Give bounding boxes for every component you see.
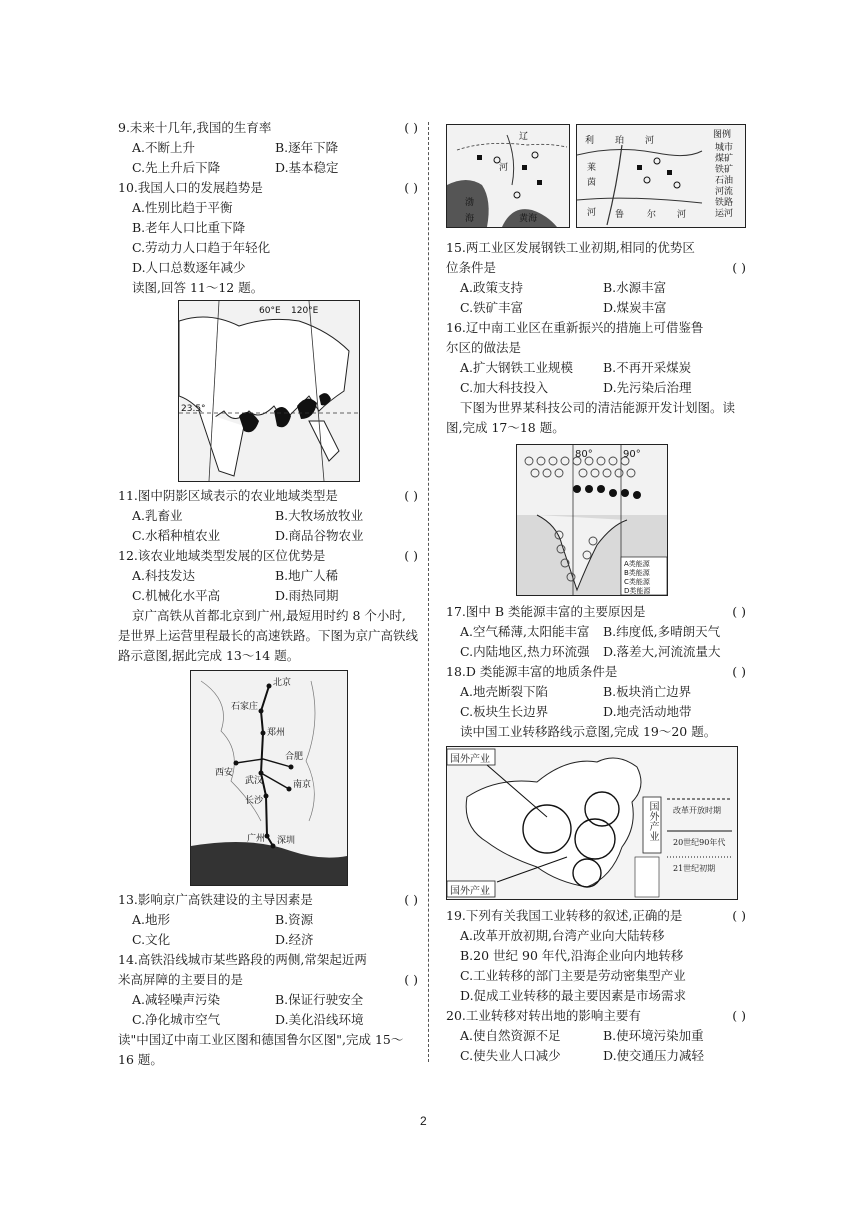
option-d: D.先污染后治理 <box>603 380 692 395</box>
question-16 <box>446 318 746 398</box>
option-a: A.性别比趋于平衡 <box>132 200 233 215</box>
city-label: 郑州 <box>267 728 286 738</box>
map-label: 河 <box>645 136 655 146</box>
answer-bracket: ( ) <box>732 260 746 275</box>
question-stem: 14.高铁沿线城市某些路段的两侧,常架起近两米高屏障的主要目的是 <box>118 952 367 987</box>
map-lon-label: 60°E <box>259 306 281 316</box>
ruhr-map <box>576 124 746 228</box>
answer-bracket: ( ) <box>404 972 418 987</box>
map-label: 尔 <box>647 210 657 220</box>
question-stem: 18.D 类能源丰富的地质条件是 <box>446 664 618 679</box>
legend-item: A类能源 <box>624 560 650 568</box>
question-stem: 20.工业转移对转出地的影响主要有 <box>446 1008 641 1023</box>
intro-19-20: 读中国工业转移路线示意图,完成 19～20 题。 <box>460 724 717 739</box>
legend-item: 煤矿 <box>715 154 734 164</box>
option-d: D.促成工业转移的最主要因素是市场需求 <box>460 988 687 1003</box>
option-c: C.机械化水平高 <box>132 588 221 603</box>
legend-title: 图例 <box>713 130 732 140</box>
question-stem: 15.两工业区发展钢铁工业初期,相同的优势区位条件是 <box>446 240 695 275</box>
option-c: C.先上升后下降 <box>132 160 221 175</box>
page-number: 2 <box>420 1114 427 1128</box>
lon-label: 90° <box>623 449 641 460</box>
map-label: 珀 <box>615 136 625 146</box>
option-a: A.空气稀薄,太阳能丰富 <box>460 624 590 639</box>
option-b: B.使环境污染加重 <box>603 1028 704 1043</box>
legend-item: 石油 <box>715 176 734 186</box>
legend-item: 改革开放时期 <box>673 806 721 815</box>
industry-transfer-map <box>446 746 738 900</box>
city-label: 西安 <box>215 768 234 778</box>
option-b: B.逐年下降 <box>275 140 339 155</box>
question-stem: 11.图中阴影区域表示的农业地域类型是 <box>118 488 338 503</box>
left-column <box>118 118 418 1070</box>
intro-13-14: 京广高铁从首都北京到广州,最短用时约 8 个小时,是世界上运营里程最长的高速铁路。下图为京广高铁线路示意图,据此完成 13～14 题。 <box>118 608 419 663</box>
option-b: B.不再开采煤炭 <box>603 360 692 375</box>
answer-bracket: ( ) <box>404 892 418 907</box>
railway-map <box>190 670 348 886</box>
option-c: C.净化城市空气 <box>132 1012 221 1027</box>
option-d: D.地壳活动地带 <box>603 704 692 719</box>
option-d: D.美化沿线环境 <box>275 1012 364 1027</box>
option-b: B.老年人口比重下降 <box>132 220 246 235</box>
option-a: A.减轻噪声污染 <box>132 992 221 1007</box>
map-label: 河 <box>677 210 687 220</box>
map-label: 莱 <box>587 163 597 173</box>
city-label: 合肥 <box>285 752 304 762</box>
option-a: A.使自然资源不足 <box>460 1028 561 1043</box>
option-d: D.商品谷物农业 <box>275 528 364 543</box>
right-column <box>446 124 746 1066</box>
question-13 <box>118 890 418 950</box>
answer-bracket: ( ) <box>404 120 418 135</box>
option-b: B.20 世纪 90 年代,沿海企业向内地转移 <box>460 948 684 963</box>
option-d: D.雨热同期 <box>275 588 339 603</box>
option-c: C.劳动力人口趋于年轻化 <box>132 240 271 255</box>
map-label: 茵 <box>587 178 597 188</box>
option-a: A.科技发达 <box>132 568 196 583</box>
asia-map <box>178 300 360 482</box>
intro-15-16: 读"中国辽中南工业区图和德国鲁尔区图",完成 15～16 题。 <box>118 1032 404 1067</box>
option-c: C.铁矿丰富 <box>460 300 524 315</box>
option-a: A.扩大钢铁工业规模 <box>460 360 574 375</box>
question-stem: 12.该农业地域类型发展的区位优势是 <box>118 548 326 563</box>
option-c: C.水稻种植农业 <box>132 528 221 543</box>
option-c: C.文化 <box>132 932 171 947</box>
option-d: D.基本稳定 <box>275 160 339 175</box>
question-stem: 19.下列有关我国工业转移的叙述,正确的是 <box>446 908 683 923</box>
option-d: D.人口总数逐年减少 <box>132 260 246 275</box>
question-stem: 10.我国人口的发展趋势是 <box>118 180 263 195</box>
answer-bracket: ( ) <box>732 604 746 619</box>
option-a: A.改革开放初期,台湾产业向大陆转移 <box>460 928 665 943</box>
answer-bracket: ( ) <box>404 180 418 195</box>
option-b: B.资源 <box>275 912 314 927</box>
city-label: 北京 <box>273 678 292 688</box>
question-18 <box>446 662 746 722</box>
map-lat-label: 23.5° <box>181 404 206 414</box>
option-b: B.纬度低,多晴朗天气 <box>603 624 721 639</box>
foreign-industry-label: 国外产业 <box>450 886 490 897</box>
liaozhongnan-map <box>446 124 570 228</box>
option-b: B.水源丰富 <box>603 280 667 295</box>
question-9 <box>118 118 418 178</box>
legend-item: C类能源 <box>624 578 650 586</box>
option-c: C.内陆地区,热力环流强 <box>460 644 590 659</box>
option-d: D.落差大,河流流量大 <box>603 644 721 659</box>
intro-17-18: 下图为世界某科技公司的清洁能源开发计划图。读图,完成 17～18 题。 <box>446 400 736 435</box>
option-a: A.乳畜业 <box>132 508 183 523</box>
question-17 <box>446 602 746 662</box>
foreign-industry-label: 国外产业 <box>450 754 490 765</box>
question-20 <box>446 1006 746 1066</box>
legend-item: B类能源 <box>624 569 650 577</box>
legend-item: 21世纪初期 <box>673 864 716 873</box>
question-10 <box>118 178 418 278</box>
question-stem: 17.图中 B 类能源丰富的主要原因是 <box>446 604 646 619</box>
question-19 <box>446 906 746 1006</box>
city-label: 武汉 <box>245 776 264 786</box>
column-divider <box>428 122 429 1062</box>
answer-bracket: ( ) <box>732 664 746 679</box>
option-a: A.地壳断裂下陷 <box>460 684 549 699</box>
legend-item: 城市 <box>715 143 734 153</box>
legend-item: 铁路 <box>715 198 734 208</box>
legend-item: 运河 <box>715 209 734 219</box>
city-label: 南京 <box>293 780 312 790</box>
option-d: D.使交通压力减轻 <box>603 1048 705 1063</box>
map-label: 利 <box>585 136 595 146</box>
question-stem: 13.影响京广高铁建设的主导因素是 <box>118 892 313 907</box>
option-b: B.地广人稀 <box>275 568 339 583</box>
industrial-maps <box>446 124 746 230</box>
option-a: A.地形 <box>132 912 171 927</box>
option-a: A.不断上升 <box>132 140 196 155</box>
answer-bracket: ( ) <box>404 488 418 503</box>
map-label: 鲁 <box>615 210 625 220</box>
map-lon-label: 120°E <box>291 306 319 316</box>
question-stem: 16.辽中南工业区在重新振兴的措施上可借鉴鲁尔区的做法是 <box>446 320 704 355</box>
question-stem: 9.未来十几年,我国的生育率 <box>118 120 272 135</box>
question-12 <box>118 546 418 606</box>
foreign-industry-box: 国外产业 <box>647 801 658 841</box>
question-15 <box>446 238 746 318</box>
question-11 <box>118 486 418 546</box>
legend-item: 河流 <box>715 187 734 197</box>
option-a: A.政策支持 <box>460 280 524 295</box>
city-label: 深圳 <box>277 836 296 846</box>
map-label: 河 <box>587 208 597 218</box>
legend-item: D类能源 <box>624 587 651 595</box>
map-label: 渤 <box>465 198 475 208</box>
map-label: 海 <box>465 214 475 224</box>
map-label: 河 <box>499 163 509 173</box>
answer-bracket: ( ) <box>732 908 746 923</box>
legend-item: 铁矿 <box>715 165 734 175</box>
option-d: D.经济 <box>275 932 314 947</box>
option-b: B.板块消亡边界 <box>603 684 692 699</box>
option-c: C.板块生长边界 <box>460 704 549 719</box>
option-b: B.大牧场放牧业 <box>275 508 364 523</box>
intro-11-12: 读图,回答 11～12 题。 <box>132 280 264 295</box>
city-label: 广州 <box>247 834 266 844</box>
map-label: 黄海 <box>519 214 538 224</box>
option-c: C.加大科技投入 <box>460 380 549 395</box>
legend-item: 20世纪90年代 <box>673 838 726 847</box>
option-b: B.保证行驶安全 <box>275 992 364 1007</box>
city-label: 石家庄 <box>231 702 259 712</box>
lon-label: 80° <box>575 449 593 460</box>
city-label: 长沙 <box>245 796 264 806</box>
answer-bracket: ( ) <box>404 548 418 563</box>
question-14 <box>118 950 418 1030</box>
energy-map <box>516 444 668 596</box>
answer-bracket: ( ) <box>732 1008 746 1023</box>
map-label: 辽 <box>519 132 529 142</box>
option-c: C.使失业人口减少 <box>460 1048 561 1063</box>
option-c: C.工业转移的部门主要是劳动密集型产业 <box>460 968 686 983</box>
option-d: D.煤炭丰富 <box>603 300 667 315</box>
